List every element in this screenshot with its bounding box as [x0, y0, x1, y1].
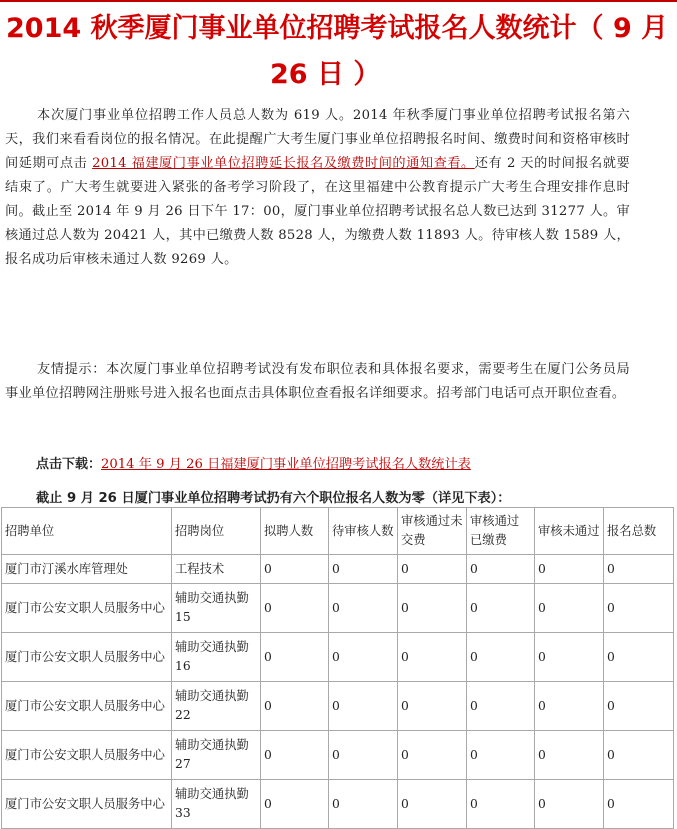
table-row	[2, 584, 674, 633]
table-header-row	[2, 508, 674, 555]
paid-cell: 0	[467, 682, 535, 731]
pending-cell: 0	[329, 633, 398, 682]
paid-cell: 0	[467, 731, 535, 780]
top-rule	[0, 0, 677, 2]
pending-cell: 0	[329, 682, 398, 731]
rejected-cell: 0	[535, 780, 604, 829]
header-cell: 招聘单位	[2, 508, 172, 555]
download-stats-link[interactable]: 2014 年 9 月 26 日福建厦门事业单位招聘考试报名人数统计表	[101, 457, 471, 472]
rejected-cell: 0	[535, 555, 604, 584]
rejected-cell: 0	[535, 731, 604, 780]
total-cell: 0	[604, 682, 674, 731]
position-cell: 辅助交通执勤 27	[172, 731, 261, 780]
total-cell: 0	[604, 555, 674, 584]
quota-cell: 0	[261, 780, 329, 829]
unit-cell: 厦门市公安文职人员服务中心	[2, 731, 172, 780]
header-cell: 拟聘人数	[261, 508, 329, 555]
rejected-cell: 0	[535, 682, 604, 731]
paid-cell: 0	[467, 584, 535, 633]
total-cell: 0	[604, 780, 674, 829]
position-cell: 辅助交通执勤 16	[172, 633, 261, 682]
quota-cell: 0	[261, 633, 329, 682]
page-title-line2: 26 日 ）	[270, 59, 381, 90]
table-row	[2, 731, 674, 780]
intro-paragraph	[5, 104, 630, 272]
unit-cell: 厦门市公安文职人员服务中心	[2, 584, 172, 633]
table-row	[2, 780, 674, 829]
total-cell: 0	[604, 633, 674, 682]
extension-notice-link[interactable]: 2014 福建厦门事业单位招聘延长报名及缴费时间的通知查看。	[92, 156, 475, 171]
rejected-cell: 0	[535, 584, 604, 633]
header-cell: 报名总数	[604, 508, 674, 555]
unit-cell: 厦门市公安文职人员服务中心	[2, 633, 172, 682]
total-cell: 0	[604, 584, 674, 633]
unpaid-cell: 0	[398, 555, 467, 584]
rejected-cell: 0	[535, 633, 604, 682]
quota-cell: 0	[261, 584, 329, 633]
zero-applicant-table	[1, 507, 674, 829]
header-cell: 审核未通过	[535, 508, 604, 555]
download-row	[36, 454, 471, 476]
header-cell: 审核通过未交费	[398, 508, 467, 555]
download-label: 点击下载：	[36, 457, 102, 472]
tip-paragraph: 友情提示：本次厦门事业单位招聘考试没有发布职位表和具体报名要求，需要考生在厦门公务员局事业单位招聘网注册账号进入报名也面点击具体职位查看报名详细要求。招考部门电话可点开职位查看。	[5, 362, 630, 401]
paid-cell: 0	[467, 555, 535, 584]
pending-cell: 0	[329, 780, 398, 829]
unpaid-cell: 0	[398, 682, 467, 731]
position-cell: 辅助交通执勤 15	[172, 584, 261, 633]
zero-applicant-notice: 截止 9 月 26 日厦门事业单位招聘考试扔有六个职位报名人数为零（详见下表）：	[36, 491, 511, 506]
unpaid-cell: 0	[398, 731, 467, 780]
unit-cell: 厦门市公安文职人员服务中心	[2, 682, 172, 731]
quota-cell: 0	[261, 682, 329, 731]
unit-cell: 厦门市公安文职人员服务中心	[2, 780, 172, 829]
unit-cell: 厦门市汀溪水库管理处	[2, 555, 172, 584]
pending-cell: 0	[329, 731, 398, 780]
position-cell: 辅助交通执勤 33	[172, 780, 261, 829]
intro-text-before-link: 本次厦门事业单位招聘工作人员总人数为 619 人。2014 年秋季厦门事业单位招聘考试报名第六天，我们来看看岗位的报名情况。在此提醒广大考生厦门事业单位招聘报名时间、缴费时间和资格审核时间延期可点击	[5, 108, 630, 171]
unpaid-cell: 0	[398, 584, 467, 633]
position-cell: 辅助交通执勤 22	[172, 682, 261, 731]
table-row	[2, 682, 674, 731]
header-cell: 待审核人数	[329, 508, 398, 555]
quota-cell: 0	[261, 555, 329, 584]
total-cell: 0	[604, 731, 674, 780]
table-row	[2, 555, 674, 584]
unpaid-cell: 0	[398, 780, 467, 829]
header-cell: 招聘岗位	[172, 508, 261, 555]
page-title	[0, 6, 677, 98]
quota-cell: 0	[261, 731, 329, 780]
paid-cell: 0	[467, 633, 535, 682]
intro-text-after-link: 还有 2 天的时间报名就要结束了。广大考生就要进入紧张的备考学习阶段了，在这里福建中公教育提示广大考生合理安排作息时间。截止至 2014 年 9 月 26 日下午 17：00，厦门事业单位招聘考试报名总人数已达到 31277 人。审核通过总人数为 20421 人，其中已缴费人数 8528 人，为缴费人数 11893 人。待审核人数 1589 人，报名成功后审核未通过人数 9269 人。	[5, 156, 630, 267]
page-title-line1: 2014 秋季厦门事业单位招聘考试报名人数统计（ 9 月	[6, 13, 669, 44]
pending-cell: 0	[329, 555, 398, 584]
pending-cell: 0	[329, 584, 398, 633]
paid-cell: 0	[467, 780, 535, 829]
table-row	[2, 633, 674, 682]
header-cell: 审核通过已缴费	[467, 508, 535, 555]
unpaid-cell: 0	[398, 633, 467, 682]
position-cell: 工程技术	[172, 555, 261, 584]
